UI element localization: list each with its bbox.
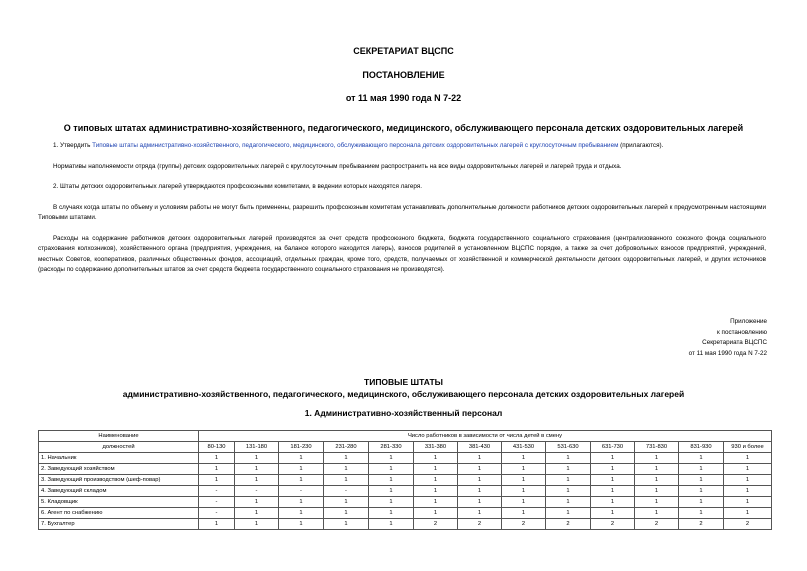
staff-count-cell: 1: [679, 464, 724, 475]
table-body: [39, 453, 772, 530]
staff-count-cell: 1: [635, 486, 679, 497]
staff-count-cell: 1: [324, 464, 369, 475]
appendix-line-3: Секретариата ВЦСПС: [702, 339, 767, 346]
staff-count-cell: 1: [458, 464, 502, 475]
table-row: [39, 519, 772, 530]
staff-count-cell: 1: [546, 475, 591, 486]
column-header: 80-130: [199, 442, 235, 453]
staff-count-cell: 1: [279, 519, 324, 530]
staff-count-cell: 1: [502, 475, 546, 486]
staff-count-cell: 2: [635, 519, 679, 530]
staff-count-cell: 1: [324, 508, 369, 519]
doc-date-number: от 11 мая 1990 года N 7-22: [345, 93, 462, 103]
staff-count-cell: 1: [235, 497, 279, 508]
staff-count-cell: 1: [591, 464, 635, 475]
position-name: 1. Начальник: [39, 453, 199, 464]
staff-count-cell: 1: [502, 464, 546, 475]
staff-count-cell: 1: [724, 486, 772, 497]
staff-count-cell: 1: [235, 508, 279, 519]
staff-count-cell: 1: [679, 475, 724, 486]
staff-subtitle: административно-хозяйственного, педагогического, медицинского, обслуживающего персонала детских оздоровительных лагерей: [122, 389, 685, 399]
staff-count-cell: 1: [502, 453, 546, 464]
staff-count-cell: 2: [724, 519, 772, 530]
org-title: СЕКРЕТАРИАТ ВЦСПС: [353, 46, 454, 56]
staff-count-cell: 1: [324, 475, 369, 486]
name-header-bottom: должностей: [39, 442, 199, 453]
staff-count-cell: 1: [679, 486, 724, 497]
paragraph-1-suffix: (прилагаются).: [618, 142, 664, 149]
staff-count-cell: -: [235, 486, 279, 497]
staff-count-cell: 2: [414, 519, 458, 530]
paragraph-3: 2. Штаты детских оздоровительных лагерей утверждаются профсоюзными комитетами, в ведении которых находятся лагеря.: [53, 183, 423, 190]
staff-count-cell: 1: [199, 475, 235, 486]
staff-count-cell: 1: [199, 519, 235, 530]
staff-count-cell: 2: [502, 519, 546, 530]
staff-count-cell: 1: [679, 508, 724, 519]
staff-count-cell: 1: [279, 464, 324, 475]
paragraph-1: [38, 141, 766, 151]
staff-count-cell: 1: [279, 453, 324, 464]
column-header: 181-230: [279, 442, 324, 453]
staff-count-cell: -: [199, 486, 235, 497]
staff-count-cell: -: [279, 486, 324, 497]
column-header: 431-530: [502, 442, 546, 453]
table-row: [39, 486, 772, 497]
staff-count-cell: 1: [369, 519, 414, 530]
staff-count-cell: 1: [458, 475, 502, 486]
column-header-row: [39, 442, 772, 453]
staff-count-cell: 1: [724, 475, 772, 486]
staff-count-cell: 1: [369, 464, 414, 475]
staff-count-cell: 1: [502, 497, 546, 508]
staff-count-cell: 1: [679, 497, 724, 508]
staff-count-cell: 1: [324, 519, 369, 530]
staff-count-cell: 1: [279, 475, 324, 486]
column-header: 381-430: [458, 442, 502, 453]
table-row: [39, 453, 772, 464]
standard-staff-link[interactable]: Типовые штаты административно-хозяйственного, педагогического, медицинского, обслуживающего персонала детских оздоровительных лагерей с круглосуточным пребыванием: [92, 142, 619, 149]
staff-count-cell: 1: [635, 464, 679, 475]
name-header-top: Наименование: [39, 431, 199, 442]
staff-count-cell: 1: [546, 497, 591, 508]
column-header: 631-730: [591, 442, 635, 453]
staff-count-cell: 1: [235, 475, 279, 486]
staff-count-cell: 1: [458, 508, 502, 519]
column-header: 831-930: [679, 442, 724, 453]
staff-count-cell: 1: [235, 453, 279, 464]
staff-count-cell: 1: [546, 453, 591, 464]
staff-count-cell: 1: [414, 464, 458, 475]
column-header: 331-380: [414, 442, 458, 453]
table-row: [39, 475, 772, 486]
paragraph-4: В случаях когда штаты по объему и условиям работы не могут быть применены, разрешить профсоюзным комитетам устанавливать дополнительные должности работников детских оздоровительных лагерей к предусмотренным настоящими Типовыми штатами.: [38, 204, 766, 222]
column-header: 131-180: [235, 442, 279, 453]
staff-count-cell: 2: [546, 519, 591, 530]
staff-count-cell: 1: [724, 497, 772, 508]
staff-count-cell: 1: [724, 453, 772, 464]
staff-count-cell: 1: [199, 464, 235, 475]
appendix-line-1: Приложение: [730, 318, 767, 325]
appendix-reference: [567, 317, 767, 359]
column-header: 930 и более: [724, 442, 772, 453]
paragraph-2: Нормативы наполняемости отряда (группы) детских оздоровительных лагерей с круглосуточным пребыванием распространить на все виды оздоровительных лагерей и лагерей труда и отдыха.: [53, 163, 622, 170]
staff-count-cell: 1: [369, 453, 414, 464]
staff-count-cell: 1: [724, 464, 772, 475]
staff-count-cell: 1: [369, 497, 414, 508]
staff-count-cell: 1: [279, 497, 324, 508]
staff-count-cell: 1: [369, 486, 414, 497]
position-name: 6. Агент по снабжению: [39, 508, 199, 519]
table-row: [39, 508, 772, 519]
staff-count-cell: -: [324, 486, 369, 497]
staff-count-cell: 1: [324, 497, 369, 508]
staff-count-cell: 1: [679, 453, 724, 464]
section-heading: 1. Административно-хозяйственный персонал: [304, 408, 503, 418]
staff-count-cell: 2: [679, 519, 724, 530]
position-name: 5. Кладовщик: [39, 497, 199, 508]
staff-count-cell: 1: [635, 508, 679, 519]
column-header: 281-330: [369, 442, 414, 453]
staff-count-cell: 1: [591, 508, 635, 519]
position-name: 2. Заведующий хозяйством: [39, 464, 199, 475]
staff-count-cell: 1: [458, 497, 502, 508]
position-name: 3. Заведующий производством (шеф-повар): [39, 475, 199, 486]
staff-count-cell: 1: [324, 453, 369, 464]
staff-count-cell: 1: [279, 508, 324, 519]
staff-count-cell: 1: [502, 486, 546, 497]
staff-count-cell: 1: [591, 475, 635, 486]
staff-count-cell: 1: [546, 486, 591, 497]
staff-count-cell: 1: [591, 497, 635, 508]
doc-type: ПОСТАНОВЛЕНИЕ: [362, 70, 445, 80]
appendix-line-2: к постановлению: [717, 328, 767, 336]
staff-title: ТИПОВЫЕ ШТАТЫ: [364, 377, 443, 387]
staff-count-cell: -: [199, 508, 235, 519]
staff-count-cell: -: [199, 497, 235, 508]
paragraph-5: Расходы на содержание работников детских оздоровительных лагерей производятся за счет средств профсоюзного бюджета, бюджета государственного социального страхования (централизованного союзного фонда социального страхования колхозников), хозяйственного органа (предприятия, учреждения, на балансе которого находится лагерь), взносов родителей в установленном ВЦСПС порядке, а также за счет добровольных взносов предприятий, учреждений, местных Советов, кооперативов, различных общественных фондов, ассоциаций, отдельных граждан, кроме того, средств, получаемых от хозяйственной и коммерческой деятельности детских оздоровительных лагерей, и других источников (расходы по содержанию дополнительных штатов за счет средств бюджета государственного социального страхования не производятся).: [38, 235, 766, 273]
staff-count-cell: 1: [724, 508, 772, 519]
staff-count-cell: 1: [458, 453, 502, 464]
staff-count-cell: 1: [635, 453, 679, 464]
position-name: 4. Заведующий складом: [39, 486, 199, 497]
table-row: [39, 497, 772, 508]
column-header: 531-630: [546, 442, 591, 453]
doc-subject: О типовых штатах административно-хозяйственного, педагогического, медицинского, обслуживающего персонала детских оздоровительных лагерей: [63, 123, 744, 133]
staff-count-cell: 1: [635, 475, 679, 486]
column-header: 231-280: [324, 442, 369, 453]
staff-count-cell: 1: [235, 519, 279, 530]
staff-count-cell: 2: [458, 519, 502, 530]
staff-count-cell: 1: [369, 508, 414, 519]
table-row: [39, 464, 772, 475]
staff-count-cell: 1: [546, 464, 591, 475]
staff-count-cell: 1: [458, 486, 502, 497]
staff-count-cell: 1: [199, 453, 235, 464]
staff-count-cell: 1: [235, 464, 279, 475]
group-header: Число работников в зависимости от числа детей в смену: [199, 431, 772, 442]
paragraph-1-prefix: 1. Утвердить: [53, 142, 93, 149]
staff-count-cell: 1: [369, 475, 414, 486]
staff-count-cell: 1: [414, 453, 458, 464]
appendix-line-4: от 11 мая 1990 года N 7-22: [688, 349, 767, 357]
staff-count-cell: 1: [591, 453, 635, 464]
staff-count-cell: 1: [414, 497, 458, 508]
staff-count-cell: 1: [414, 475, 458, 486]
position-name: 7. Бухгалтер: [39, 519, 199, 530]
staff-count-cell: 1: [502, 508, 546, 519]
staff-table: [38, 430, 772, 530]
staff-count-cell: 1: [635, 497, 679, 508]
staff-count-cell: 1: [414, 508, 458, 519]
staff-count-cell: 1: [414, 486, 458, 497]
column-header: 731-830: [635, 442, 679, 453]
staff-count-cell: 1: [591, 486, 635, 497]
staff-count-cell: 1: [546, 508, 591, 519]
staff-count-cell: 2: [591, 519, 635, 530]
